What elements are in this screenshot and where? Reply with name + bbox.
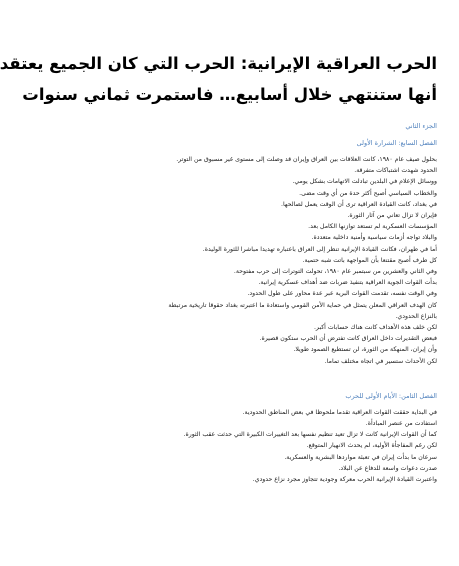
paragraph: استفادت من عنصر المبادأة. [365, 420, 437, 428]
paragraph: وفي الثاني والعشرين من سبتمبر عام ١٩٨٠، تحولت التوترات إلى حرب مفتوحة. [233, 268, 437, 276]
paragraph: المؤسسات العسكرية لم تستعد توازنها الكامل بعد. [308, 223, 437, 231]
paragraph: ووسائل الإعلام في البلدين تبادلت الاتهامات بشكل يومي. [292, 178, 437, 186]
title-line: أنها ستنتهي خلال أسابيع… فاستمرت ثماني سنوات [22, 85, 437, 104]
paragraph: وفي الوقت نفسه، تقدمت القوات البرية عبر عدة محاور على طول الحدود. [247, 290, 437, 298]
paragraph: بحلول صيف عام ١٩٨٠، كانت العلاقات بين العراق وإيران قد وصلت إلى مستوى غير مسبوق من التوتر. [176, 156, 437, 163]
chapter-heading: الفصل السابع: الشرارة الأولى [356, 139, 437, 147]
article-title [0, 48, 437, 110]
paragraph: كما أن القوات الإيرانية كانت لا تزال تعيد تنظيم نفسها بعد التغييرات الكبيرة التي حدثت عقب الثورة. [183, 431, 437, 439]
paragraph: لكن رغم المفاجأة الأولية، لم يحدث الانهيار المتوقع. [306, 442, 437, 450]
paragraph: واعتبرت القيادة الإيرانية الحرب معركة وجودية تتجاوز مجرد نزاع حدودي. [252, 476, 437, 484]
paragraph: أما في طهران، فكانت القيادة الإيرانية تنظر إلى العراق باعتباره تهديدا مباشرا للثورة الوليدة. [202, 245, 437, 253]
chapter-heading: الفصل الثامن: الأيام الأولى للحرب [345, 391, 437, 400]
paragraph: فإيران لا تزال تعاني من آثار الثورة. [347, 212, 437, 220]
paragraph: والخطاب السياسي أصبح أكثر حدة من أي وقت مضى. [299, 189, 437, 197]
chapter-section [81, 138, 437, 367]
paragraph: صدرت دعوات واسعة للدفاع عن البلاد. [338, 464, 437, 472]
paragraph: فبعض التقديرات داخل العراق كانت تفترض أن الحرب ستكون قصيرة. [259, 335, 437, 343]
paragraph: لكن خلف هذه الأهداف كانت هناك حسابات أكبر. [313, 324, 437, 332]
paragraph: وأن إيران، المنهكة من الثورة، لن تستطيع الصمود طويلا. [293, 346, 437, 354]
paragraph: كل طرف أصبح مقتنعا بأن المواجهة باتت شبه حتمية. [302, 256, 437, 264]
paragraph: سرعان ما بدأت إيران في تعبئة مواردها البشرية والعسكرية. [284, 453, 437, 461]
paragraph: والبلاد تواجه أزمات سياسية وأمنية داخلية متعددة. [311, 234, 437, 242]
paragraph: في بغداد، كانت القيادة العراقية ترى أن الوقت يعمل لصالحها. [281, 200, 437, 208]
chapter-section [81, 391, 437, 485]
paragraph: كان الهدف العراقي المعلن يتمثل في حماية الأمن القومي واستعادة ما اعتبرته بغداد حقوقا تاريخية مرتبطة [168, 301, 437, 309]
paragraph: لكن الأحداث ستسير في اتجاه مختلف تماما. [324, 357, 437, 365]
title-line: الحرب العراقية الإيرانية: الحرب التي كان الجميع يعتقد [0, 54, 437, 73]
paragraph: بدأت القوات الجوية العراقية بتنفيذ ضربات ضد أهداف عسكرية إيرانية. [258, 279, 437, 287]
paragraph: في البداية حققت القوات العراقية تقدما ملحوظا في بعض المناطق الحدودية. [242, 408, 437, 416]
paragraph: الحدود شهدت اشتباكات متفرقة. [354, 167, 437, 175]
part-label: الجزء الثاني [405, 122, 437, 130]
paragraph: بالنزاع الحدودي. [395, 312, 437, 320]
